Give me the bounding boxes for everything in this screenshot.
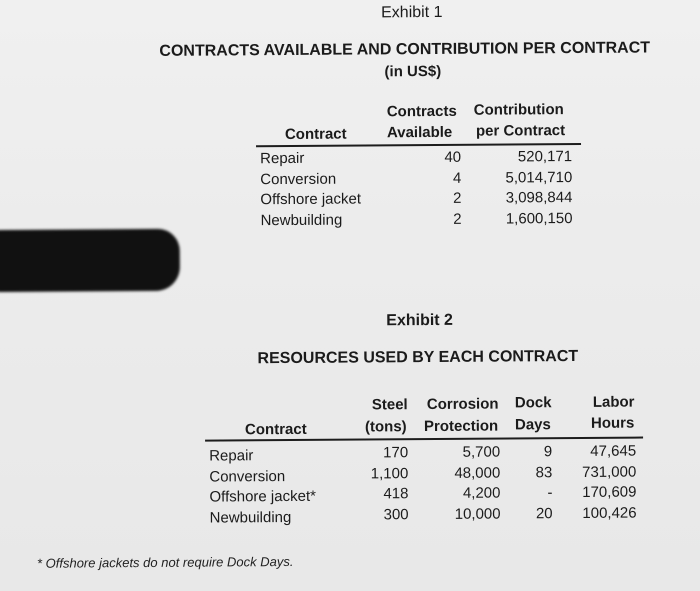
t2-header-dock-line2: Days (514, 416, 551, 434)
t2-dock-cell: - (547, 484, 553, 502)
t2-dock-cell: 9 (543, 443, 553, 461)
t1-contract-cell: Repair (260, 149, 305, 168)
t2-header-labor-line1: Labor (592, 393, 635, 411)
exhibit-2-footnote: * Offshore jackets do not require Dock Days. (36, 553, 294, 571)
t2-corrosion-cell: 48,000 (454, 464, 501, 482)
t1-contribution-cell: 3,098,844 (505, 189, 573, 207)
exhibit-1-subtitle: (in US$) (384, 62, 442, 81)
t1-contribution-cell: 520,171 (517, 148, 573, 166)
t1-header-contract: Contract (284, 125, 347, 144)
t1-available-cell: 40 (444, 148, 462, 166)
exhibit-2-title: RESOURCES USED BY EACH CONTRACT (257, 347, 579, 368)
t1-header-rule (256, 143, 581, 147)
t2-corrosion-cell: 4,200 (462, 484, 501, 502)
t1-contract-cell: Newbuilding (260, 211, 343, 230)
t2-steel-cell: 170 (383, 444, 409, 462)
t2-header-corrosion-line2: Protection (423, 417, 499, 436)
t2-steel-cell: 1,100 (370, 465, 409, 483)
t2-contract-cell: Newbuilding (209, 508, 292, 527)
t1-contribution-cell: 5,014,710 (505, 169, 573, 187)
t2-dock-cell: 83 (535, 464, 553, 482)
t1-contract-cell: Conversion (260, 170, 337, 189)
t1-available-cell: 2 (453, 210, 462, 228)
t2-steel-cell: 300 (383, 506, 409, 524)
t2-contract-cell: Repair (209, 447, 254, 465)
t2-steel-cell: 418 (383, 485, 409, 503)
t2-header-steel-line2: (tons) (364, 418, 407, 436)
t2-labor-cell: 47,645 (590, 442, 637, 460)
t1-header-contracts-line2: Available (386, 123, 453, 142)
t1-contract-cell: Offshore jacket (260, 190, 362, 209)
t1-header-contribution-line2: per Contract (475, 122, 566, 140)
t2-contract-cell: Offshore jacket* (209, 487, 316, 506)
t1-contribution-cell: 1,600,150 (505, 210, 573, 228)
t2-header-contract: Contract (244, 420, 307, 439)
t1-available-cell: 2 (452, 189, 462, 207)
redaction-mark (0, 229, 180, 292)
t2-labor-cell: 170,609 (582, 483, 637, 501)
t2-header-steel-line1: Steel (371, 396, 408, 414)
t1-header-contracts-line1: Contracts (386, 102, 457, 121)
exhibit-1-title: CONTRACTS AVAILABLE AND CONTRIBUTION PER CONTRACT (159, 39, 651, 60)
t2-labor-cell: 100,426 (582, 504, 637, 522)
t1-header-contribution-line1: Contribution (473, 101, 564, 119)
exhibit-1-label: Exhibit 1 (381, 3, 443, 22)
exhibit-2-label: Exhibit 2 (386, 311, 453, 330)
t2-corrosion-cell: 5,700 (462, 443, 501, 461)
t2-header-labor-line2: Hours (590, 414, 635, 432)
t1-available-cell: 4 (452, 169, 462, 187)
t2-header-dock-line1: Dock (514, 394, 552, 412)
t2-corrosion-cell: 10,000 (454, 505, 501, 523)
t2-header-corrosion-line1: Corrosion (426, 395, 499, 414)
t2-contract-cell: Conversion (209, 468, 286, 486)
t2-dock-cell: 20 (535, 505, 553, 523)
t2-labor-cell: 731,000 (582, 463, 637, 481)
